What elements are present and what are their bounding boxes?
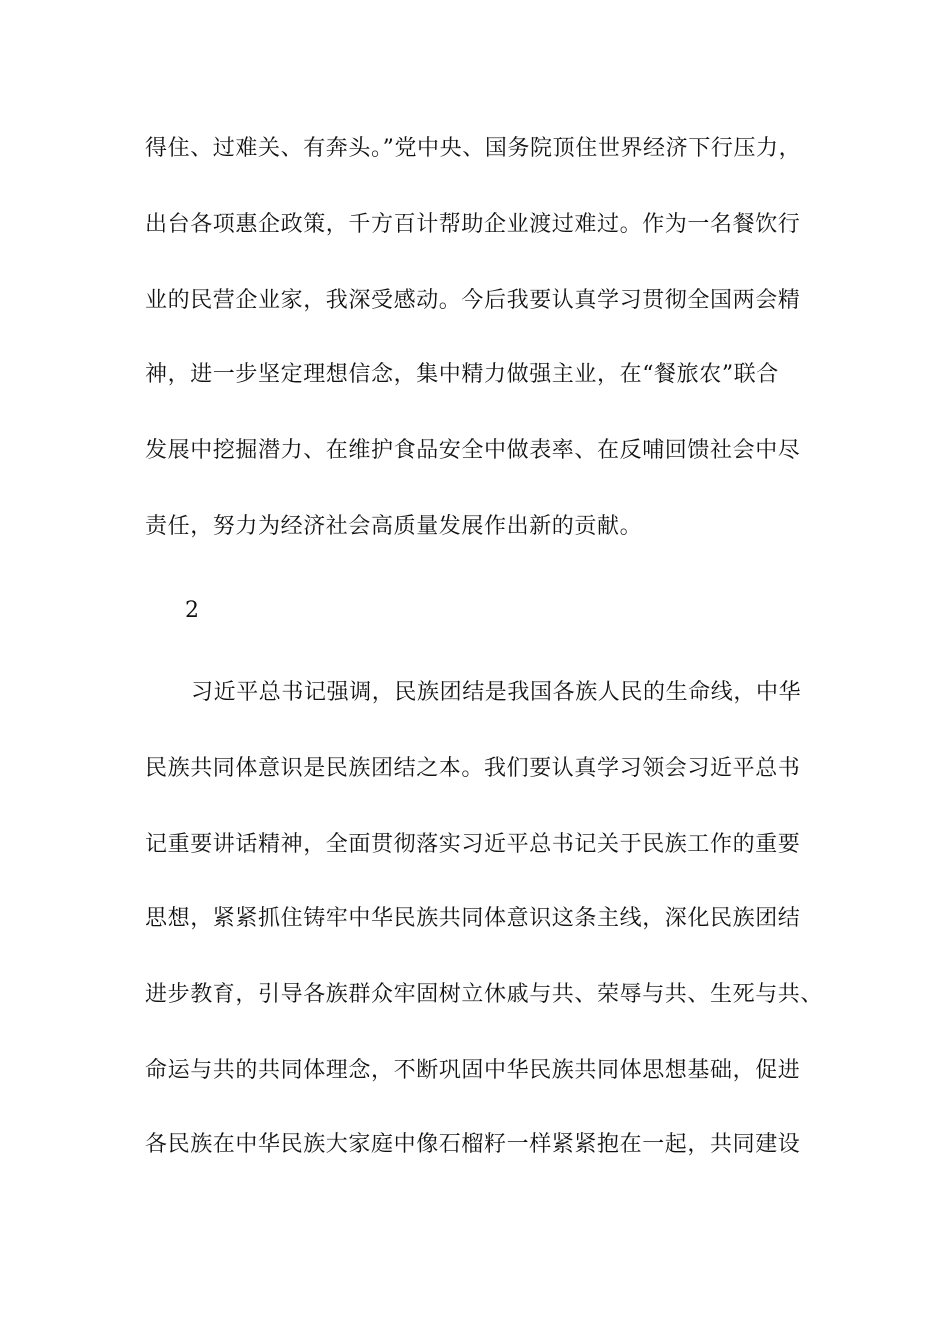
- paragraph-line: 业的民营企业家，我深受感动。今后我要认真学习贯彻全国两会精: [145, 288, 801, 313]
- paragraph-line: 责任，努力为经济社会高质量发展作出新的贡献。: [145, 514, 643, 539]
- paragraph-line: 进步教育，引导各族群众牢固树立休戚与共、荣辱与共、生死与共、: [145, 982, 824, 1007]
- section-number: 2: [185, 598, 199, 623]
- paragraph-line: 各民族在中华民族大家庭中像石榴籽一样紧紧抱在一起，共同建设: [145, 1132, 801, 1157]
- paragraph-line: 出台各项惠企政策，千方百计帮助企业渡过难过。作为一名餐饮行: [145, 212, 801, 237]
- paragraph-line: 思想，紧紧抓住铸牢中华民族共同体意识这条主线，深化民族团结: [145, 906, 801, 931]
- paragraph-line: 记重要讲话精神，全面贯彻落实习近平总书记关于民族工作的重要: [145, 832, 801, 857]
- paragraph-line: 神，进一步坚定理想信念，集中精力做强主业，在“餐旅农”联合: [145, 362, 779, 387]
- paragraph-line: 发展中挖掘潜力、在维护食品安全中做表率、在反哺回馈社会中尽: [145, 438, 801, 463]
- paragraph-line: 命运与共的共同体理念，不断巩固中华民族共同体思想基础，促进: [145, 1058, 801, 1083]
- paragraph-line: 得住、过难关、有奔头。”党中央、国务院顶住世界经济下行压力，: [145, 136, 802, 161]
- paragraph-line: 民族共同体意识是民族团结之本。我们要认真学习领会习近平总书: [145, 756, 801, 781]
- paragraph-line: 习近平总书记强调，民族团结是我国各族人民的生命线，中华: [191, 680, 802, 705]
